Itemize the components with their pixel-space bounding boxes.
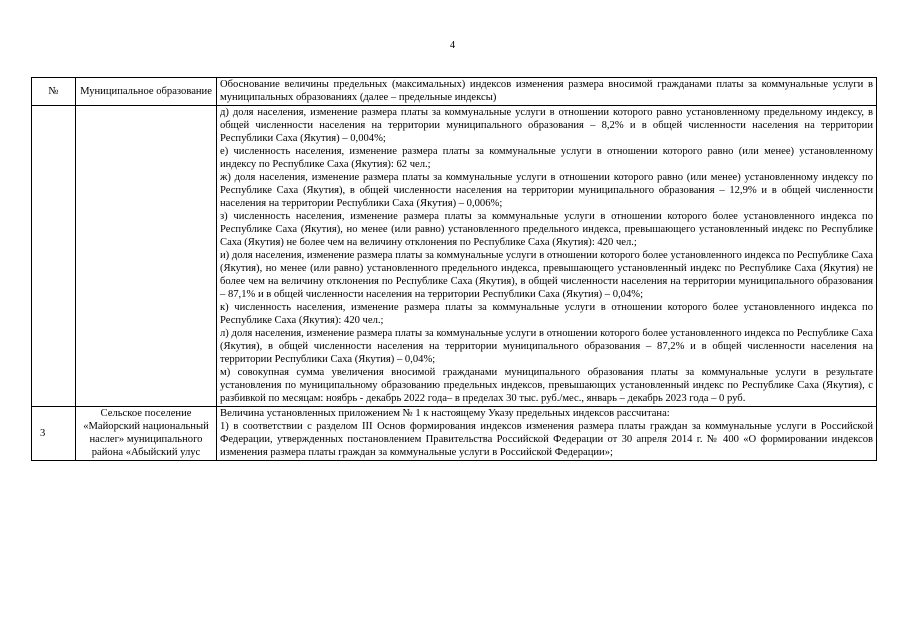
paragraph-k: к) численность населения, изменение размера платы за коммунальные услуги в отношении которого более установленного индекса по Республике Саха (Якутия): 420 чел.; bbox=[220, 302, 873, 327]
row-number-cell bbox=[32, 106, 76, 407]
row-justification-cell bbox=[217, 106, 877, 407]
page-number: 4 bbox=[449, 40, 456, 51]
paragraph-l: л) доля населения, изменение размера платы за коммунальные услуги в отношении которого более установленного индекса по Республике Саха (Якутия), в общей численности населения на территории муниципального образования – 87,2% и в общей численности населения на территории Республики Саха (Якутия) – 0,04%; bbox=[220, 328, 873, 366]
header-number: № bbox=[32, 78, 76, 106]
paragraph-e: е) численность населения, изменение размера платы за коммунальные услуги в отношении которого равно (или менее) установленному индексу по Республике Саха (Якутия): 62 чел.; bbox=[220, 146, 873, 171]
header-municipality: Муниципальное образование bbox=[76, 78, 217, 106]
header-justification: Обоснование величины предельных (максимальных) индексов изменения размера вносимой гражданами платы за коммунальные услуги в муниципальных образованиях (далее – предельные индексы) bbox=[217, 78, 877, 106]
row-municipality-cell: Сельское поселение «Майорский национальный наслег» муниципального района «Абыйский улус bbox=[76, 407, 217, 461]
row-municipality-cell bbox=[76, 106, 217, 407]
paragraph-i: и) доля населения, изменение размера платы за коммунальные услуги в отношении которого более установленного индекса по Республике Саха (Якутия), но менее (или равно) установленного предельного индекса, превышающего установленный индекс по Республике Саха (Якутия) не более чем на величину отклонения по Республике Саха (Якутия), в общей численности населения на территории муниципального образования – 87,1% и в общей численности населения на территории Республики Саха (Якутия) – 0,04%; bbox=[220, 250, 873, 301]
justification-table bbox=[31, 77, 877, 461]
paragraph-intro: Величина установленных приложением № 1 к настоящему Указу предельных индексов рассчитана: bbox=[220, 408, 670, 420]
table-row bbox=[32, 407, 877, 461]
paragraph-1: 1) в соответствии с разделом III Основ формирования индексов изменения размера платы граждан за коммунальные услуги в Российской Федерации, утвержденных постановлением Правительства Российской Федерации от 30 апреля 2014 г. № 400 «О формировании индексов изменения размера платы граждан за коммунальные услуги в Российской Федерации»; bbox=[220, 421, 873, 459]
paragraph-z: з) численность населения, изменение размера платы за коммунальные услуги в отношении которого более установленного индекса по Республике Саха (Якутия), но менее (или равно) установленного предельного индекса, превышающего установленный индекс по Республике Саха (Якутия) не более чем на величину отклонения по Республике Саха (Якутия): 420 чел.; bbox=[220, 211, 873, 249]
paragraph-m: м) совокупная сумма увеличения вносимой гражданами муниципального образования платы за коммунальные услуги в результате установления по муниципальному образованию предельных индексов, превышающих установленный индекс по Республике Саха (Якутия), с разбивкой по месяцам: ноябрь - декабрь 2022 года– в пределах 30 тыс. руб./мес., январь – декабрь 2023 года – 0 руб. bbox=[220, 367, 873, 405]
row-justification-cell bbox=[217, 407, 877, 461]
paragraph-d: д) доля населения, изменение размера платы за коммунальные услуги в отношении которого равно установленному предельному индексу, в общей численности населения на территории муниципального образования – 8,2% и в общей численности населения на территории Республики Саха (Якутия) – 0,004%; bbox=[220, 107, 873, 145]
row-number-cell: 3 bbox=[32, 407, 76, 461]
table-row bbox=[32, 106, 877, 407]
paragraph-zh: ж) доля населения, изменение размера платы за коммунальные услуги в отношении которого равно (или менее) установленному индексу по Республике Саха (Якутия), в общей численности населения на территории муниципального образования – 12,9% и в общей численности населения на территории Республики Саха (Якутия) – 0,006%; bbox=[220, 172, 873, 210]
table-header-row bbox=[32, 78, 877, 106]
